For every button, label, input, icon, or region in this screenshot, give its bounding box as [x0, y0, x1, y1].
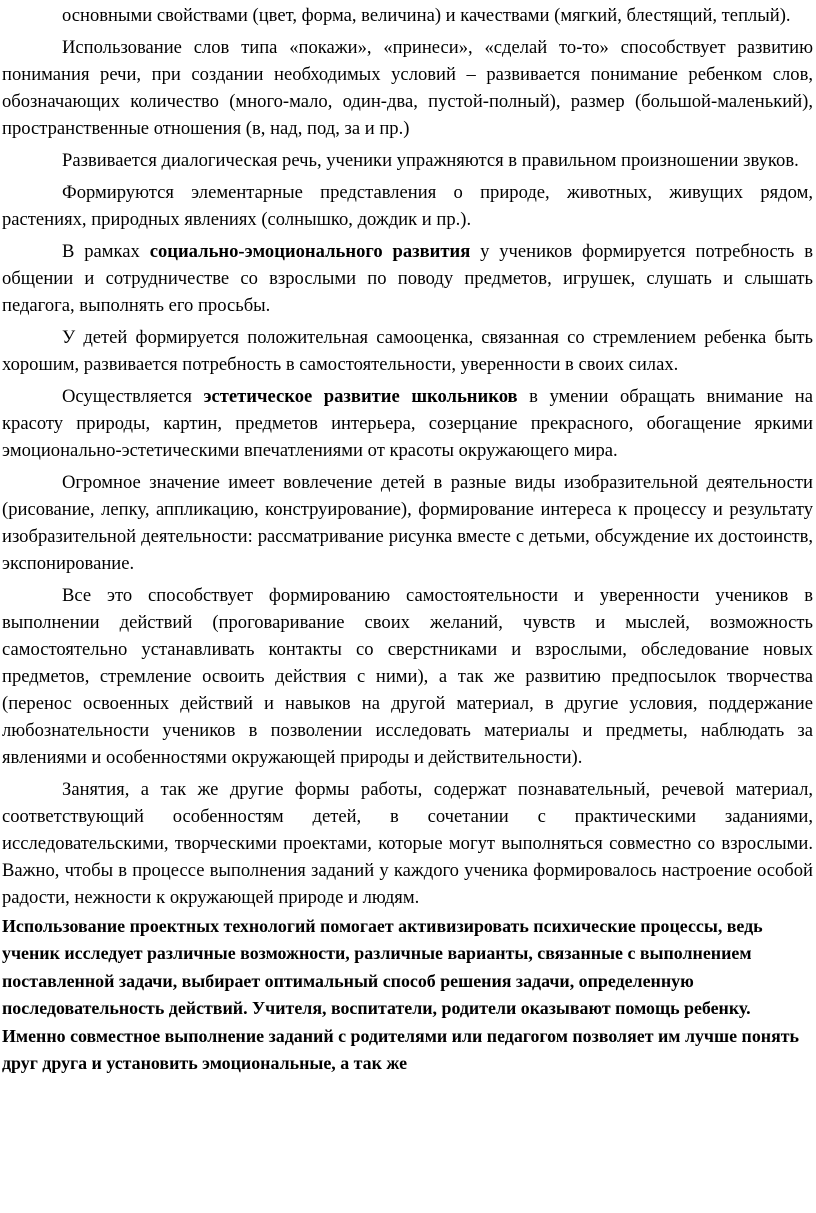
paragraph [2, 469, 813, 577]
paragraph [2, 776, 813, 911]
paragraph-text: Развивается диалогическая речь, ученики упражняются в правильном произношении звуков. [62, 150, 799, 171]
bold-term: социально-эмоционального развития [149, 241, 471, 262]
paragraph-text: в умении обращать внимание на красоту природы, картин, предметов интерьера, созерцание прекрасного, обогащение яркими эмоционально-эстетическими впечатлениями от красоты окружающего мира. [2, 386, 813, 461]
paragraph-text: Занятия, а так же другие формы работы, содержат познавательный, речевой материал, соответствующий особенностям детей, в сочетании с практическими заданиями, исследовательскими, творческими проектами, которые могут выполняться совместно со взрослыми. Важно, чтобы в процессе выполнения заданий у каждого ученика формировалось настроение особой радости, нежности к окружающей природе и людям. [2, 779, 813, 908]
paragraph [2, 324, 813, 378]
paragraph-text: Формируются элементарные представления о природе, животных, живущих рядом, растениях, природных явлениях (солнышко, дождик и пр.). [2, 182, 813, 230]
paragraph [2, 179, 813, 233]
paragraph-text: Все это способствует формированию самостоятельности и уверенности учеников в выполнении действий (проговаривание своих желаний, чувств и мыслей, возможность самостоятельно устанавливать контакты со сверстниками и взрослыми, обследование новых предметов, стремление освоить действия с ними), а так же развитию предпосылок творчества (перенос освоенных действий и навыков на другой материал, в другие условия, поддержание любознательности учеников в позволении исследовать материалы и предметы, наблюдать за явлениями и особенностями окружающей природы и действительности). [2, 585, 813, 768]
paragraph [2, 147, 813, 174]
paragraph-text: Осуществляется [62, 386, 204, 407]
bold-term: эстетическое развитие школьников [203, 386, 518, 407]
paragraph-text: В рамках [62, 241, 150, 262]
paragraph-continuation [2, 2, 813, 29]
paragraph-text: Использование проектных технологий помогает активизировать психические процессы, ведь ученик исследует различные возможности, различные варианты, связанные с выполнением поставленной задачи, выбирает оптимальный способ решения задачи, определенную последовательность действий. Учителя, воспитатели, родители оказывают помощь ребенку. Именно совместное выполнение заданий с родителями или педагогом позволяет им лучше понять друг друга и установить эмоциональные, а так же [2, 916, 800, 1074]
paragraph [2, 383, 813, 464]
paragraph-text: основными свойствами (цвет, форма, величина) и качествами (мягкий, блестящий, теплый). [62, 5, 791, 26]
paragraph-text: Огромное значение имеет вовлечение детей в разные виды изобразительной деятельности (рисование, лепку, аппликацию, конструирование), формирование интереса к процессу и результату изобразительной деятельности: рассматривание рисунка вместе с детьми, обсуждение их достоинств, экспонирование. [2, 472, 813, 574]
paragraph-text: Использование слов типа «покажи», «принеси», «сделай то-то» способствует развитию понимания речи, при создании необходимых условий – развивается понимание ребенком слов, обозначающих количество (много-мало, один-два, пустой-полный), размер (большой-маленький), пространственные отношения (в, над, под, за и пр.) [2, 37, 813, 139]
paragraph [2, 238, 813, 319]
paragraph-text: у учеников формируется потребность в общении и сотрудничестве со взрослыми по поводу предметов, игрушек, слушать и слышать педагога, выполнять его просьбы. [2, 241, 813, 316]
paragraph-text: У детей формируется положительная самооценка, связанная со стремлением ребенка быть хорошим, развивается потребность в самостоятельности, уверенности в своих силах. [2, 327, 813, 375]
paragraph [2, 34, 813, 142]
bold-paragraph [2, 913, 808, 1077]
paragraph [2, 582, 813, 771]
